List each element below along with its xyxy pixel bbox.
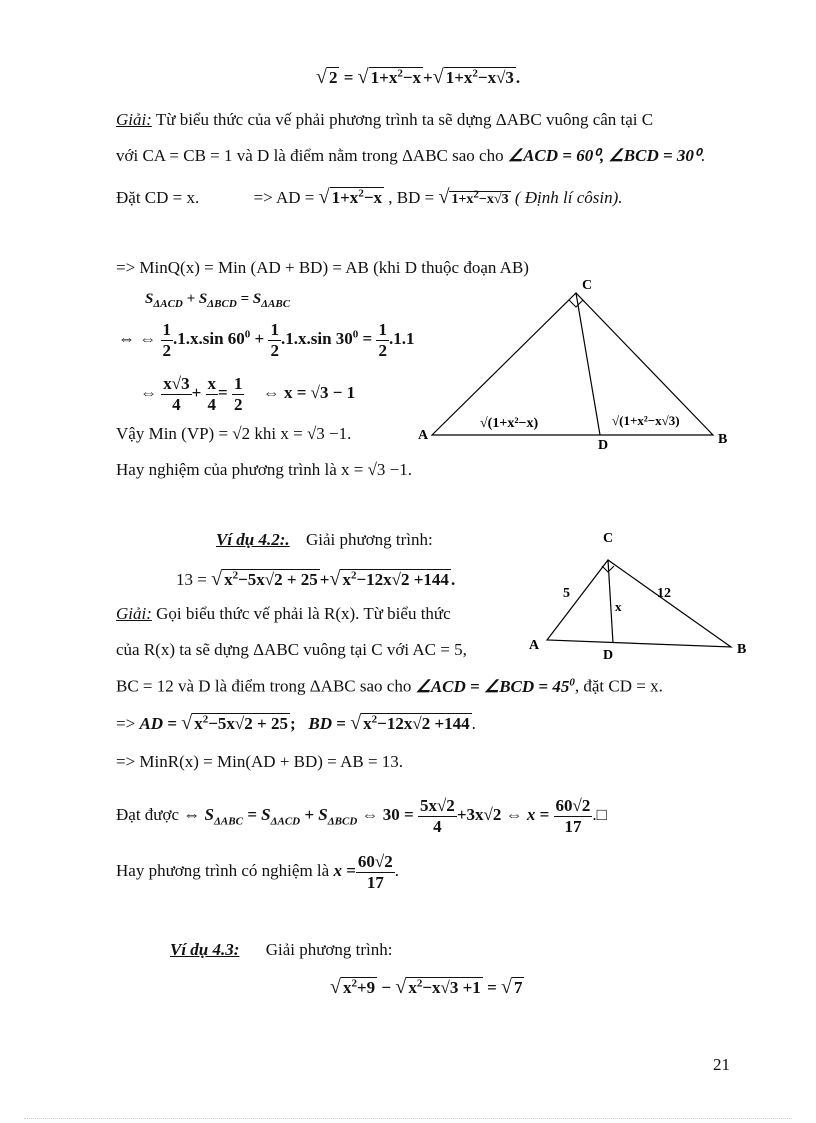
figure-triangle-1	[410, 275, 740, 455]
footer-divider	[24, 1118, 792, 1119]
fig1-label-d: D	[598, 438, 609, 453]
example-4-2-equation: 13 = √ $x^2-5x√2 + 25$ +√ $x^2-12x√2 +144$ .	[176, 568, 456, 590]
example-4-2-line-2: của R(x) ta sẽ dựng ΔABC vuông tại C với AC = 5,	[116, 640, 467, 659]
fig1-label-b: B	[718, 432, 728, 447]
example-4-2-solution: Hay phương trình có nghiệm là x = $\frac{60√2}{17}$ .	[116, 852, 399, 892]
vay-min-line: Vậy Min (VP) = √2 khi x = √3 −1.	[116, 424, 352, 443]
example-4-2-ad-bd: => AD = √ $x^2-5x√2 + 25$ ; BD = √ $x^2-12x√2 +144$ .	[116, 712, 476, 734]
example-4-2-line-3: BC = 12 và D là điểm trong ΔABC sao cho ∠ACD = ∠BCD = $45^0$, đặt CD = x.	[116, 676, 663, 696]
fig2-label-a: A	[529, 638, 540, 653]
fig2-cd-label: x	[615, 599, 622, 614]
hay-nghiem-1: Hay nghiệm của phương trình là x = √3 −1.	[116, 460, 412, 479]
top-equation: √ 2 = √ $1+x^2-x$ +√ $1+x^2-x√3$ .	[316, 66, 521, 88]
fig1-label-c: C	[582, 278, 593, 293]
giai-label: Giải:	[116, 110, 152, 129]
area-expand: ⇔ ⇔ $\frac{1}{2}$ .1.x.sin $60^0$ + $\frac{1}{2}$ .1.x.sin $30^0$ = $\frac{1}{2}$ .1.1	[118, 320, 415, 360]
fig2-label-d: D	[603, 648, 614, 663]
example-4-2-line-1: Giải: Gọi biểu thức vế phải là R(x). Từ biểu thức	[116, 604, 451, 623]
angle-conditions: ∠ACD = 60⁰, ∠BCD = 30⁰	[507, 146, 701, 165]
min-q-line: => MinQ(x) = Min (AD + BD) = AB (khi D thuộc đoạn AB)	[116, 258, 529, 277]
fig2-label-b: B	[737, 642, 747, 657]
fig1-label-a: A	[418, 428, 429, 443]
solution-line-2: với CA = CB = 1 và D là điểm nằm trong ΔABC sao cho ∠ACD = 60⁰, ∠BCD = 30⁰.	[116, 146, 705, 165]
page-number: 21	[713, 1055, 730, 1074]
equiv-symbol: ⇔	[118, 328, 135, 348]
fig1-bd-label: √(1+x²−x√3)	[612, 413, 680, 428]
example-4-2-header: Ví dụ 4.2:. Giải phương trình:	[216, 530, 433, 549]
fig2-label-c: C	[603, 531, 614, 546]
example-4-2-min: => MinR(x) = Min(AD + BD) = AB = 13.	[116, 752, 404, 771]
fig2-bc-label: 12	[657, 586, 671, 601]
fig1-ad-label: √(1+x²−x)	[480, 416, 539, 431]
solve-x: ⇔ $\frac{x√3}{4}$ + $\frac{x}{4}$ = $\frac{1}{2}$ ⇔ x = √3 − 1	[140, 374, 356, 414]
solution-line-1: Giải: Từ biểu thức của vế phải phương trình ta sẽ dựng ΔABC vuông cân tại C	[116, 110, 654, 129]
example-4-3-header: Ví dụ 4.3: Giải phương trình:	[170, 940, 393, 959]
example-4-3-equation: √ $x^2+9$ − √ $x^2-x√3 +1$ = √ 7	[330, 976, 523, 998]
area-equation: $S_{\Delta ACD} + S_{\Delta BCD} = S_{\Delta ABC}$	[145, 291, 291, 310]
fig2-ac-label: 5	[563, 586, 570, 601]
figure-triangle-2	[525, 525, 755, 665]
example-4-2-dat-duoc: Đạt được ⇔ $S_{\Delta ABC} = S_{\Delta ACD} + S_{\Delta BCD}$ ⇔ 30 = $\frac{5x√2}{4}$ +3x√2 ⇔ x = $\frac{60√2}{17}$ .□	[116, 796, 607, 836]
solution-line-3: Đặt CD = x. => AD = √ $1+x^2-x$ , BD = √ $1+x^2-x√3$ ( Định lí côsin).	[116, 186, 623, 208]
